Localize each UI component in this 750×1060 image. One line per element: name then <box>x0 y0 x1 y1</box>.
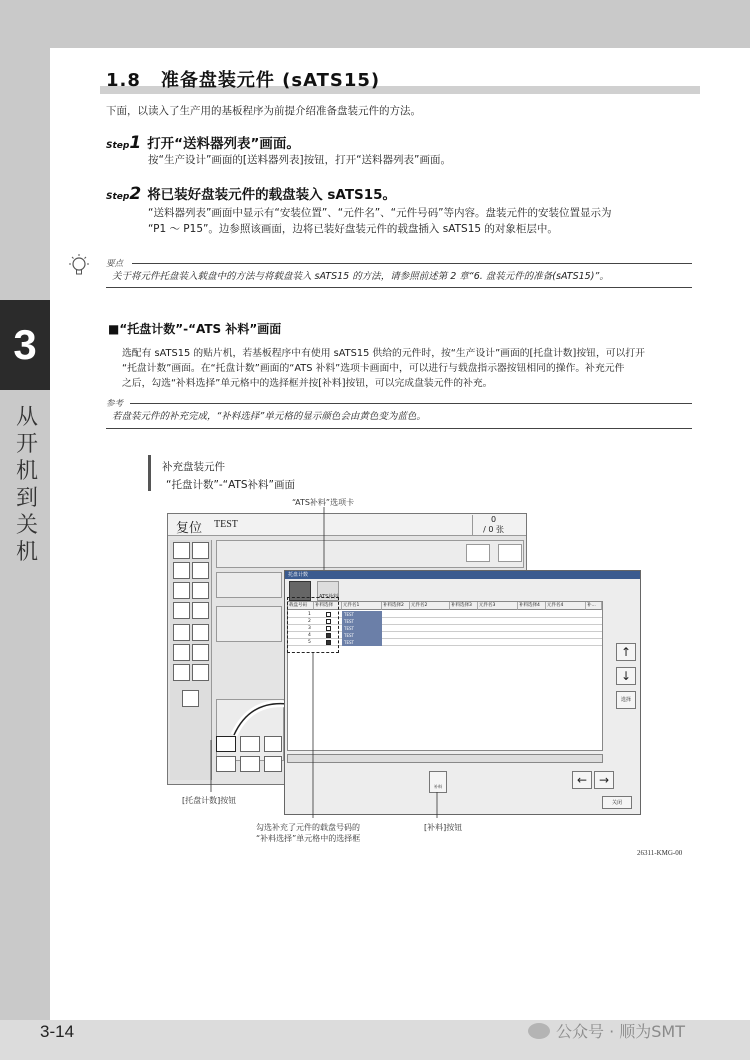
section-title <box>106 66 380 92</box>
figure-code: 26311-KMG-00 <box>637 849 683 857</box>
cycle-panel <box>216 606 282 642</box>
col-more: 补... <box>586 602 602 610</box>
callout-refill-button: [补料]按钮 <box>424 823 463 832</box>
program-name: TEST <box>214 519 238 530</box>
tool-button-4[interactable] <box>216 756 236 772</box>
horizontal-scrollbar[interactable] <box>287 754 603 763</box>
step-1-label: Step1 <box>106 133 142 153</box>
part-cell: TEST <box>342 625 382 632</box>
adjust-icon[interactable] <box>173 664 190 681</box>
reference-label: 参考 <box>106 399 124 409</box>
tool-button-5[interactable] <box>240 756 260 772</box>
left-arrow-button[interactable]: ← <box>572 771 592 789</box>
col-part-3: 元件名3 <box>478 602 518 610</box>
col-refill-select-1: 补料选择 <box>314 602 342 610</box>
board-counter <box>472 515 504 535</box>
part-cell: TEST <box>342 632 382 639</box>
up-arrow-button[interactable]: ↑ <box>616 643 636 661</box>
figure-title: 补充盘装元件 <box>162 461 225 473</box>
reference-top-rule <box>130 403 692 404</box>
panel-button-1[interactable] <box>466 544 490 562</box>
info-icon[interactable] <box>182 690 199 707</box>
lightbulb-icon <box>66 253 92 279</box>
right-arrow-button[interactable]: → <box>594 771 614 789</box>
callout-checkbox-line-2: “补料选择”单元格中的选择框 <box>256 834 361 843</box>
part-cell: TEST <box>342 611 382 618</box>
parts-icon[interactable] <box>192 582 209 599</box>
tip-top-rule <box>132 263 692 264</box>
table-row: 3 TEST <box>288 625 602 632</box>
subsection-body-line-1: 选配有 sATS15 的贴片机，若基板程序中有使用 sATS15 供给的元件时，按“生产设计”画面的[托盘计数]按钮，可以打开 <box>122 348 645 359</box>
col-refill-select-4: 补料选择4 <box>518 602 546 610</box>
callout-ats-tab: “ATS补料”选项卡 <box>292 498 355 507</box>
operator-icon[interactable] <box>173 624 190 641</box>
chart-icon[interactable] <box>192 664 209 681</box>
save-icon[interactable] <box>192 624 209 641</box>
help-icon[interactable] <box>192 644 209 661</box>
tip-label: 要点 <box>106 259 124 269</box>
table-row: 5 TEST <box>288 639 602 646</box>
col-refill-select-2: 补料选择2 <box>382 602 410 610</box>
production-icon[interactable] <box>173 542 190 559</box>
feeder-icon[interactable] <box>173 582 190 599</box>
step-2-body-line-1: “送料器列表”画面中显示有“安装位置”、“元件名”、“元件号码”等内容。盘装元件的安装位置显示为 <box>148 207 612 219</box>
watermark <box>528 1019 685 1042</box>
step-1-body: 按“生产设计”画面的[送料器列表]按钮，打开“送料器列表”画面。 <box>148 154 451 166</box>
step-2-heading <box>106 183 396 204</box>
col-refill-select-3: 补料选择3 <box>450 602 478 610</box>
window-title: 托盘计数 <box>285 571 640 579</box>
watermark-text: 公众号 · 顺为SMT <box>556 1022 685 1041</box>
reference-bottom-rule <box>106 428 692 429</box>
col-tray-no: 载盘号码 <box>288 602 314 610</box>
callout-tray-count-button: [托盘计数]按钮 <box>182 796 237 805</box>
select-button[interactable]: 选择 <box>616 691 636 709</box>
figure-subtitle: “托盘计数”-“ATS补料”画面 <box>166 479 295 491</box>
step-1-heading <box>106 132 300 153</box>
table-row: 2 TEST <box>288 618 602 625</box>
reset-button[interactable]: 复位 <box>176 520 203 535</box>
board-icon[interactable] <box>192 542 209 559</box>
callout-checkbox-line-1: 勾选补充了元件的载盘号码的 <box>256 823 360 832</box>
production-count-panel <box>216 572 282 598</box>
step-1-title: 打开“送料器列表”画面。 <box>147 136 300 152</box>
panel-button-2[interactable] <box>498 544 522 562</box>
col-part-4: 元件名4 <box>546 602 586 610</box>
wechat-icon <box>528 1023 550 1039</box>
tip-bottom-rule <box>106 287 692 288</box>
counter-bottom: / 0 张 <box>483 525 504 534</box>
reference-text: 若盘装元件的补充完成，“补料选择”单元格的显示颜色会由黄色变为蓝色。 <box>112 411 426 422</box>
intro-text: 下面，以读入了生产用的基板程序为前提介绍准备盘装元件的方法。 <box>106 105 421 117</box>
counter-top: 0 <box>491 515 497 524</box>
step-2-label: Step2 <box>106 184 142 204</box>
page-number: 3-14 <box>40 1022 75 1041</box>
col-part-2: 元件名2 <box>410 602 450 610</box>
close-button[interactable]: 关闭 <box>602 796 632 809</box>
table-row: 1 TEST <box>288 611 602 618</box>
tip-text: 关于将元件托盘装入载盘中的方法与将载盘装入 sATS15 的方法，请参照前述第 2 章“6. 盘装元件的准备(sATS15)”。 <box>112 271 609 282</box>
camera-icon[interactable] <box>173 562 190 579</box>
subsection-body-line-3: 之后，勾选“补料选择”单元格中的选择框并按[补料]按钮，可以完成盘装元件的补充。 <box>122 378 493 389</box>
chapter-tab: 3 <box>0 300 50 390</box>
part-cell: TEST <box>342 639 382 646</box>
tab-ats-refill-label: ATS补料 <box>319 594 339 600</box>
monitor-icon[interactable] <box>173 602 190 619</box>
part-cell: TEST <box>342 618 382 625</box>
section-title-text: 准备盘装元件 (sATS15) <box>160 70 381 91</box>
subsection-title: ■“托盘计数”-“ATS 补料”画面 <box>108 322 282 336</box>
reset-icon[interactable] <box>173 644 190 661</box>
settings-icon[interactable] <box>192 602 209 619</box>
table-row: 4 TEST <box>288 632 602 639</box>
down-arrow-button[interactable]: ↓ <box>616 667 636 685</box>
figure-bar <box>148 455 151 491</box>
checkbox-highlight-box <box>287 597 339 653</box>
screen-sidebar <box>170 540 212 780</box>
step-2-body-line-2: “P1 ～ P15”。边参照该画面，边将已装好盘装元件的载盘插入 sATS15 的对象柜层中。 <box>148 223 558 235</box>
section-number: 1.8 <box>106 70 141 91</box>
nozzle-icon[interactable] <box>192 562 209 579</box>
step-2-title: 将已装好盘装元件的载盘装入 sATS15。 <box>147 187 397 203</box>
subsection-body-line-2: “托盘计数”画面。在“托盘计数”画面的“ATS 补料”选项卡画面中，可以进行与载盘指示器按钮相同的操作。补充元件 <box>122 363 625 374</box>
refill-button[interactable]: 补料 <box>429 771 447 793</box>
tool-button-6[interactable] <box>264 756 282 772</box>
col-part-1: 元件名1 <box>342 602 382 610</box>
screen-header <box>168 514 526 536</box>
chapter-label: 从开机到关机 <box>15 405 38 565</box>
